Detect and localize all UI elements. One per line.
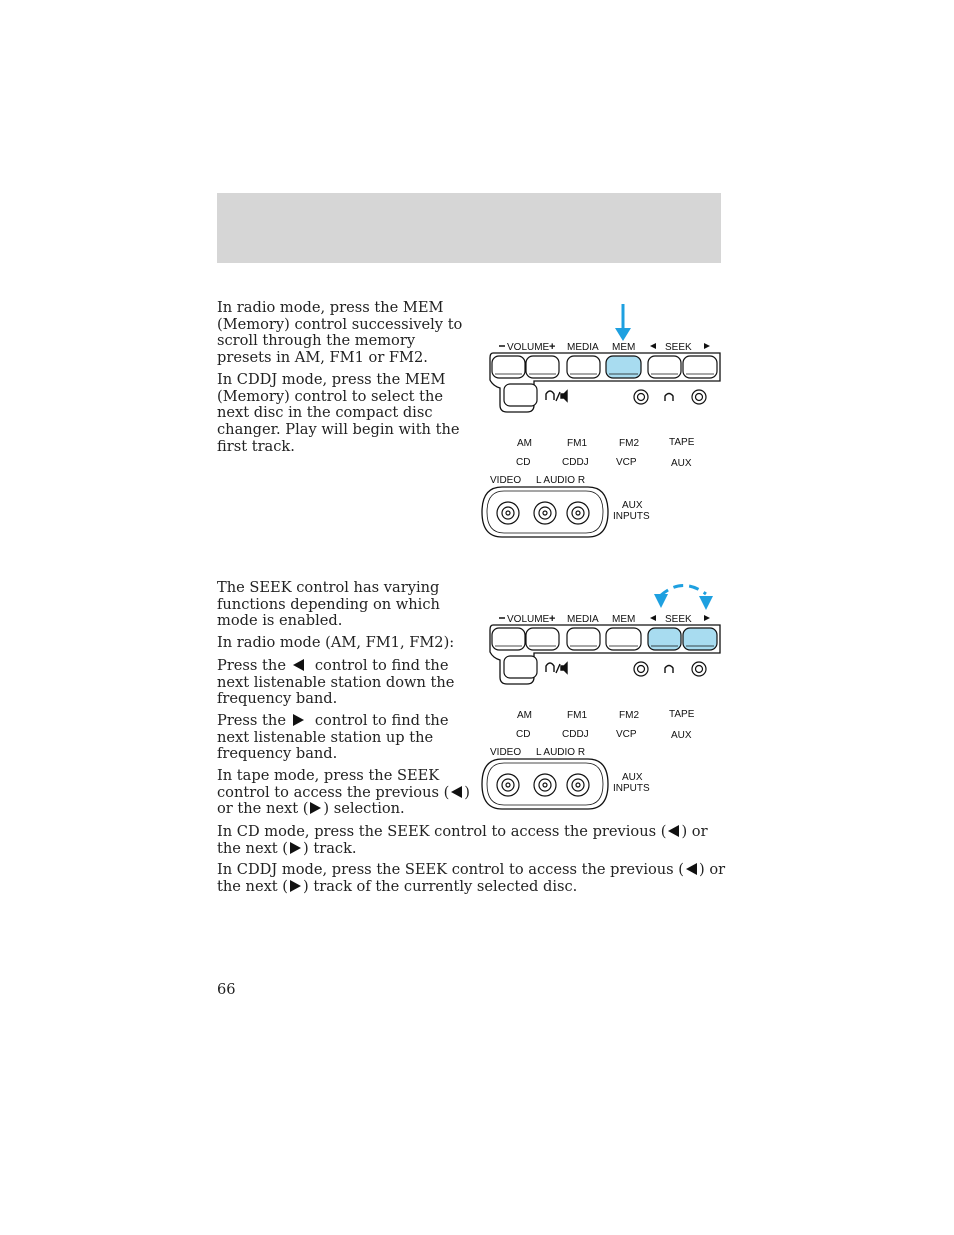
svg-text:INPUTS: INPUTS <box>613 511 650 522</box>
svg-text:FM2: FM2 <box>619 438 639 449</box>
seek-para-7: In CDDJ mode, press the SEEK control to access the previous ( ) or the next ( ) track of the currently selected disc. <box>217 861 726 895</box>
svg-text:VCP: VCP <box>616 729 637 740</box>
seek-para-4: Press the control to find the next listenable station up the frequency band. <box>217 712 449 763</box>
next-triangle-icon <box>310 802 321 814</box>
blue-down-arrow-icon <box>615 304 631 341</box>
svg-text:AM: AM <box>517 438 532 449</box>
svg-text:TAPE: TAPE <box>669 437 695 448</box>
svg-text:MEM: MEM <box>612 614 636 625</box>
svg-text:FM1: FM1 <box>567 710 587 721</box>
headphone-icon <box>665 666 673 674</box>
svg-text:AUX: AUX <box>671 458 692 469</box>
previous-triangle-icon <box>451 786 462 798</box>
svg-text:+: + <box>549 613 556 625</box>
headphone-mute-icon <box>546 391 567 401</box>
svg-text:VIDEO: VIDEO <box>490 747 522 758</box>
svg-text:MEDIA: MEDIA <box>567 614 599 625</box>
svg-text:AUX: AUX <box>622 772 643 783</box>
svg-text:L AUDIO R: L AUDIO R <box>536 747 586 758</box>
svg-text:VIDEO: VIDEO <box>490 475 522 486</box>
previous-triangle-icon <box>668 825 679 837</box>
headphone-icon <box>665 394 673 402</box>
svg-text:TAPE: TAPE <box>669 709 695 720</box>
svg-text:AUX: AUX <box>671 730 692 741</box>
radio-panel-diagram-seek <box>478 572 728 812</box>
svg-text:VCP: VCP <box>616 457 637 468</box>
seek-up-triangle-icon <box>293 714 304 726</box>
svg-text:VOLUME: VOLUME <box>507 614 550 625</box>
svg-text:INPUTS: INPUTS <box>613 783 650 794</box>
mem-para-2: In CDDJ mode, press the MEM (Memory) control to select the next disc in the compact disc changer. Play will begin with the first track. <box>217 371 460 455</box>
svg-text:VOLUME: VOLUME <box>507 342 550 353</box>
seek-para-5: In tape mode, press the SEEK control to access the previous ( ) or the next ( ) selection. <box>217 767 470 818</box>
svg-text:+: + <box>549 341 556 353</box>
seek-para-1: The SEEK control has varying functions depending on which mode is enabled. <box>217 579 440 630</box>
svg-text:AUX: AUX <box>622 500 643 511</box>
seek-para-3: Press the control to find the next listenable station down the frequency band. <box>217 657 455 708</box>
section-header-band <box>217 193 721 263</box>
svg-text:CD: CD <box>516 729 531 740</box>
blue-curved-arrow-icon <box>654 585 713 610</box>
headphone-mute-icon <box>546 663 567 673</box>
svg-text:CD: CD <box>516 457 531 468</box>
svg-text:SEEK: SEEK <box>665 614 692 625</box>
svg-text:L AUDIO R: L AUDIO R <box>536 475 586 486</box>
next-triangle-icon <box>290 880 301 892</box>
svg-text:FM2: FM2 <box>619 710 639 721</box>
svg-text:FM1: FM1 <box>567 438 587 449</box>
seek-para-6: In CD mode, press the SEEK control to access the previous ( ) or the next ( ) track. <box>217 823 708 857</box>
svg-text:SEEK: SEEK <box>665 342 692 353</box>
page-number: 66 <box>217 981 236 998</box>
seek-down-triangle-icon <box>293 659 304 671</box>
previous-triangle-icon <box>686 863 697 875</box>
next-triangle-icon <box>290 842 301 854</box>
seek-para-2: In radio mode (AM, FM1, FM2): <box>217 634 455 651</box>
svg-text:AM: AM <box>517 710 532 721</box>
svg-text:CDDJ: CDDJ <box>562 729 589 740</box>
svg-text:MEDIA: MEDIA <box>567 342 599 353</box>
svg-text:CDDJ: CDDJ <box>562 457 589 468</box>
radio-panel-diagram-mem <box>478 300 728 540</box>
mem-para-1: In radio mode, press the MEM (Memory) control successively to scroll through the memory presets in AM, FM1 or FM2. <box>217 299 463 367</box>
svg-text:MEM: MEM <box>612 342 636 353</box>
